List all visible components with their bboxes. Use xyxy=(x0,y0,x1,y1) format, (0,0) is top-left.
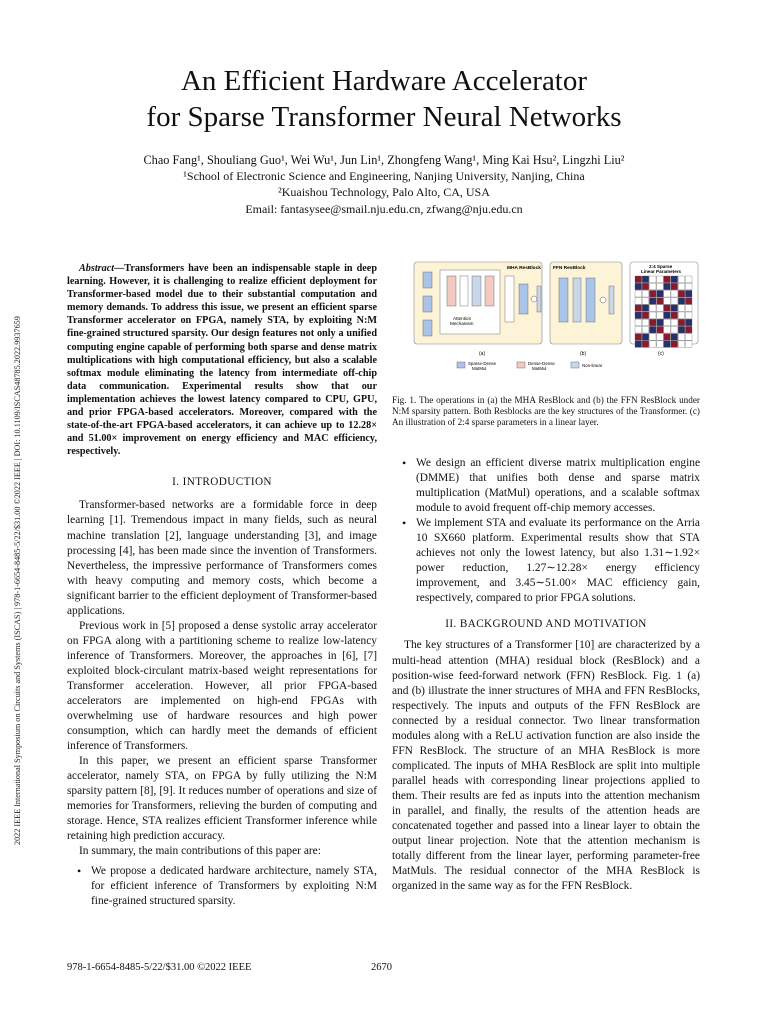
sparse-cell xyxy=(685,276,692,283)
sparse-cell xyxy=(671,341,678,348)
intro-paragraph-3: In this paper, we present an efficient sparse Transformer accelerator, namely STA, on FPGA by fully utilizing the N:M sparsity pattern [8], [9]. It reduces number of operations and size of memories for Transformers, relieving the burden of computing and storage. Hence, STA realizes efficient Transformer inference while retaining high prediction accuracy. xyxy=(67,755,377,843)
sparse-cell xyxy=(671,305,678,312)
attention-label-1: Attention xyxy=(453,316,472,321)
subfig-a-label: (a) xyxy=(479,351,486,357)
legend-sparse-swatch xyxy=(457,362,465,368)
sparse-cell xyxy=(642,319,649,326)
sparse-cell xyxy=(671,326,678,333)
abstract xyxy=(67,262,377,458)
residual-add-b xyxy=(600,297,606,303)
contribution-list xyxy=(67,864,377,909)
figure-caption-block xyxy=(392,395,700,429)
sparse-cell xyxy=(657,298,664,305)
matmul-2-box xyxy=(485,276,494,306)
legend-sparse-label-2: MatMul xyxy=(472,366,487,371)
intro-paragraph-1: Transformer-based networks are a formidable force in deep learning [1]. Tremendous impact in many fields, such as neural machine translation [2], language understanding [3], and image processing [4], has been made since the invention of Transformers. Nevertheless, the impressive performance of Transformers comes with heavy computing and memory costs, which become a significant barrier to the efficient deployment of Transformer-based applications. xyxy=(67,499,377,617)
layernorm-b-box xyxy=(609,286,614,314)
sparse-cell xyxy=(649,341,656,348)
sparse-cell xyxy=(642,283,649,290)
figure-1-diagram xyxy=(413,258,703,378)
concat-box xyxy=(505,276,514,322)
figure-caption: Fig. 1. The operations in (a) the MHA ResBlock and (b) the FFN ResBlock under N:M sparsity pattern. Both Resblocks are the key structures of the Transformer. (c) An illustration of 2:4 sparse parameters in a linear layer. xyxy=(392,395,700,428)
sparse-cell xyxy=(671,283,678,290)
sparse-cell xyxy=(685,319,692,326)
sparse-cell xyxy=(664,305,671,312)
background-paragraph-1: The key structures of a Transformer [10] are characterized by a multi-head attention (MHA) residual block (ResBlock) and a position-wise feed-forward network (FFN) ResBlock. Fig. 1 (a) and (b) illustrate the inner structures of MHA and FFN ResBlocks, respectively. The inputs and outputs of the FFN ResBlock are connected by a residual connector. Two linear transformation modules along with a ReLU activation function are also inside the FFN ResBlock. The structure of an MHA ResBlock is more complicated. The inputs of MHA ResBlock are split into multiple parallel heads with corresponding linear projections applied to them. Their results are fed as inputs into the attention mechanism in parallel, and finally, the results of the attention heads are concatenated together and passed into a linear layer to obtain the output linear projection. Note that the attention mechanism is totally different from the linear layer, performing parameter-free MatMuls. The residual connector of the MHA ResBlock is organized in the same way as for the FFN ResBlock. xyxy=(392,639,700,893)
sparse-cell xyxy=(685,312,692,319)
sparse-cell xyxy=(678,305,685,312)
sparse-cell xyxy=(671,334,678,341)
sparse-cell xyxy=(671,319,678,326)
sparse-cell xyxy=(657,334,664,341)
sparse-cell xyxy=(678,298,685,305)
sparse-cell xyxy=(678,283,685,290)
sparse-cell xyxy=(664,341,671,348)
list-item: • We design an efficient diverse matrix multiplication engine (DMME) that unifies both dense and sparse matrix multiplication (MatMul) operations, and a scalable softmax module to avoid frequent off-chip memory accesses. xyxy=(392,456,700,516)
author-list: Chao Fang¹, Shouliang Guo¹, Wei Wu¹, Jun Lin¹, Zhongfeng Wang¹, Ming Kai Hsu², Lingzhi Liu² xyxy=(143,153,625,167)
legend-dense-label-2: MatMul xyxy=(532,366,547,371)
title-line-1: An Efficient Hardware Accelerator xyxy=(180,65,588,97)
sparse-cell xyxy=(649,298,656,305)
sparse-cell xyxy=(642,298,649,305)
sparse-cell xyxy=(635,283,642,290)
linear-out-box xyxy=(519,284,528,314)
sparse-cell xyxy=(635,290,642,297)
sparse-cell xyxy=(664,276,671,283)
subfig-b-label: (b) xyxy=(580,351,587,357)
figure-1 xyxy=(413,258,703,378)
sparse-cell xyxy=(649,334,656,341)
side-banner-text: 2022 IEEE International Symposium on Circuits and Systems (ISCAS) | 978-1-6654-8485-5/22/$31.00 ©2022 IEEE | DOI: 10.1109/ISCAS48785.2022.9937659 xyxy=(13,316,22,845)
scale-box xyxy=(460,276,468,306)
sparse-cell xyxy=(678,326,685,333)
legend-sparse-label-1: Sparse-Dense xyxy=(468,361,497,366)
sparse-cell xyxy=(671,290,678,297)
sparse-cell xyxy=(678,276,685,283)
section-heading-background: II. BACKGROUND AND MOTIVATION xyxy=(445,618,647,631)
sparse-cell xyxy=(678,290,685,297)
ffn-linear-2-box xyxy=(586,278,595,322)
sparse-cell xyxy=(642,305,649,312)
sparse-cell xyxy=(657,276,664,283)
sparse-cell xyxy=(664,283,671,290)
page-number: 2670 xyxy=(371,962,392,973)
contribution-list-continued xyxy=(392,456,700,606)
sparse-cell xyxy=(649,326,656,333)
sparse-cell xyxy=(635,305,642,312)
sparse-cell xyxy=(657,319,664,326)
sparse-cell xyxy=(642,341,649,348)
sparse-cell xyxy=(635,298,642,305)
sparse-cell xyxy=(657,341,664,348)
sparse-cell xyxy=(649,290,656,297)
sparse-cell xyxy=(664,319,671,326)
sparse-cell xyxy=(642,276,649,283)
sparse-cell xyxy=(664,298,671,305)
sparse-cell xyxy=(664,312,671,319)
linear-v-box xyxy=(423,272,432,288)
abstract-text: —Transformers have been an indispensable staple in deep learning. However, it is challenging to realize efficient deployment for Transformer-based model due to their substantial computation and memory demands. To address this issue, we present an efficient sparse Transformer accelerator on FPGA, namely STA, by exploiting N:M fine-grained structured sparsity. Our design features not only a unified computing engine capable of performing both sparse and dense matrix multiplications with high computational efficiency, but also a scalable softmax module eliminating the latency from intermediate off-chip data communication. Experimental results show that our implementation achieves the lowest latency compared to CPU, GPU, and prior FPGA-based accelerators. Moreover, compared with the state-of-the-art FPGA-based accelerators, it can achieve up to 12.28× and 51.00× improvement on energy efficiency and MAC efficiency, respectively. xyxy=(67,263,377,458)
sparse-cell xyxy=(685,305,692,312)
sparse-cell xyxy=(642,334,649,341)
sparse-cell xyxy=(671,298,678,305)
right-column xyxy=(392,456,700,894)
sparse-cell xyxy=(649,283,656,290)
sparse-cell xyxy=(657,290,664,297)
affiliation-1: ¹School of Electronic Science and Engineering, Nanjing University, Nanjing, China xyxy=(183,169,585,183)
sparse-cell xyxy=(657,312,664,319)
sparse-cell xyxy=(649,305,656,312)
title-line-2: for Sparse Transformer Neural Networks xyxy=(146,101,622,133)
sparse-cell xyxy=(657,326,664,333)
sparse-cell xyxy=(649,276,656,283)
sparse-cell xyxy=(657,283,664,290)
relu-box xyxy=(573,278,581,322)
sparse-cell xyxy=(642,290,649,297)
sparse-label-2: Linear Parameters xyxy=(641,269,682,274)
ffn-linear-1-box xyxy=(559,278,568,322)
sparse-cell xyxy=(664,290,671,297)
linear-q-box xyxy=(423,320,432,336)
softmax-box xyxy=(472,276,481,306)
sparse-cell xyxy=(635,319,642,326)
legend-dense-label-1: Dense-Dense xyxy=(528,361,555,366)
email-line: Email: fantasysee@smail.nju.edu.cn, zfwang@nju.edu.cn xyxy=(245,202,523,216)
matmul-1-box xyxy=(447,276,456,306)
sparse-label-1: 2:4 Sparse xyxy=(649,264,673,269)
abstract-lead: Abstract xyxy=(79,263,115,274)
sparse-cell xyxy=(635,312,642,319)
sparse-cell xyxy=(685,341,692,348)
sparse-cell xyxy=(649,319,656,326)
linear-k-box xyxy=(423,296,432,312)
sparse-cell xyxy=(685,298,692,305)
residual-add-a xyxy=(531,296,537,302)
legend-nonlinear-label: Non-linear xyxy=(582,363,603,368)
sparse-cell xyxy=(671,276,678,283)
intro-paragraph-2: Previous work in [5] proposed a dense systolic array accelerator on FPGA along with a partitioning scheme to realize low-latency inference of Transformers. Moreover, the approaches in [6], [7] exploited block-circulant matrix-based weight representations for Transformer acceleration. However, all prior FPGA-based accelerators are implemented on high-end FPGAs with overwhelming use of hardware resources and high power consumption, which can hardly meet the demands of efficient inference of Transformers. xyxy=(67,619,377,753)
sparse-cell xyxy=(649,312,656,319)
sparse-cell xyxy=(635,341,642,348)
sparse-cell xyxy=(685,334,692,341)
sparse-cell xyxy=(678,312,685,319)
sparse-cell xyxy=(635,326,642,333)
subfig-c-label: (c) xyxy=(658,351,664,357)
layernorm-a-box xyxy=(537,286,541,312)
sparse-cell xyxy=(671,312,678,319)
section-heading-introduction: I. INTRODUCTION xyxy=(172,476,272,489)
list-item: • We implement STA and evaluate its performance on the Arria 10 SX660 platform. Experimental results show that STA achieves not only the lowest latency, but also 1.31∼1.92× power reduction, 1.27∼12.28× energy efficiency improvement, and 3.45∼51.00× MAC efficiency gain, respectively, compared to prior FPGA solutions. xyxy=(392,516,700,606)
sparse-cell xyxy=(685,290,692,297)
left-column xyxy=(67,262,377,909)
sparse-cell xyxy=(635,276,642,283)
intro-paragraph-4: In summary, the main contributions of this paper are: xyxy=(79,845,321,858)
footer-isbn: 978-1-6654-8485-5/22/$31.00 ©2022 IEEE xyxy=(67,962,252,973)
sparse-cell xyxy=(678,341,685,348)
sparse-cell xyxy=(678,334,685,341)
sparse-cell xyxy=(685,326,692,333)
sparse-cell xyxy=(657,305,664,312)
affiliation-2: ²Kuaishou Technology, Palo Alto, CA, USA xyxy=(278,185,490,199)
sparse-cell xyxy=(664,334,671,341)
sparse-cell xyxy=(678,319,685,326)
list-item: • We propose a dedicated hardware architecture, namely STA, for efficient inference of Transformers by exploiting N:M fine-grained structured sparsity. xyxy=(67,864,377,909)
mha-label: MHA ResBlock xyxy=(507,266,541,271)
sparse-cell xyxy=(635,334,642,341)
legend-dense-swatch xyxy=(517,362,525,368)
paper-title xyxy=(60,63,708,135)
attention-label-2: Mechanism xyxy=(450,321,474,326)
ffn-label: FFN ResBlock xyxy=(553,266,586,271)
side-banner xyxy=(10,175,26,845)
sparse-cell xyxy=(642,312,649,319)
sparse-cell xyxy=(664,326,671,333)
sparse-cell xyxy=(685,283,692,290)
sparse-cell xyxy=(642,326,649,333)
legend-nonlinear-swatch xyxy=(571,362,579,368)
